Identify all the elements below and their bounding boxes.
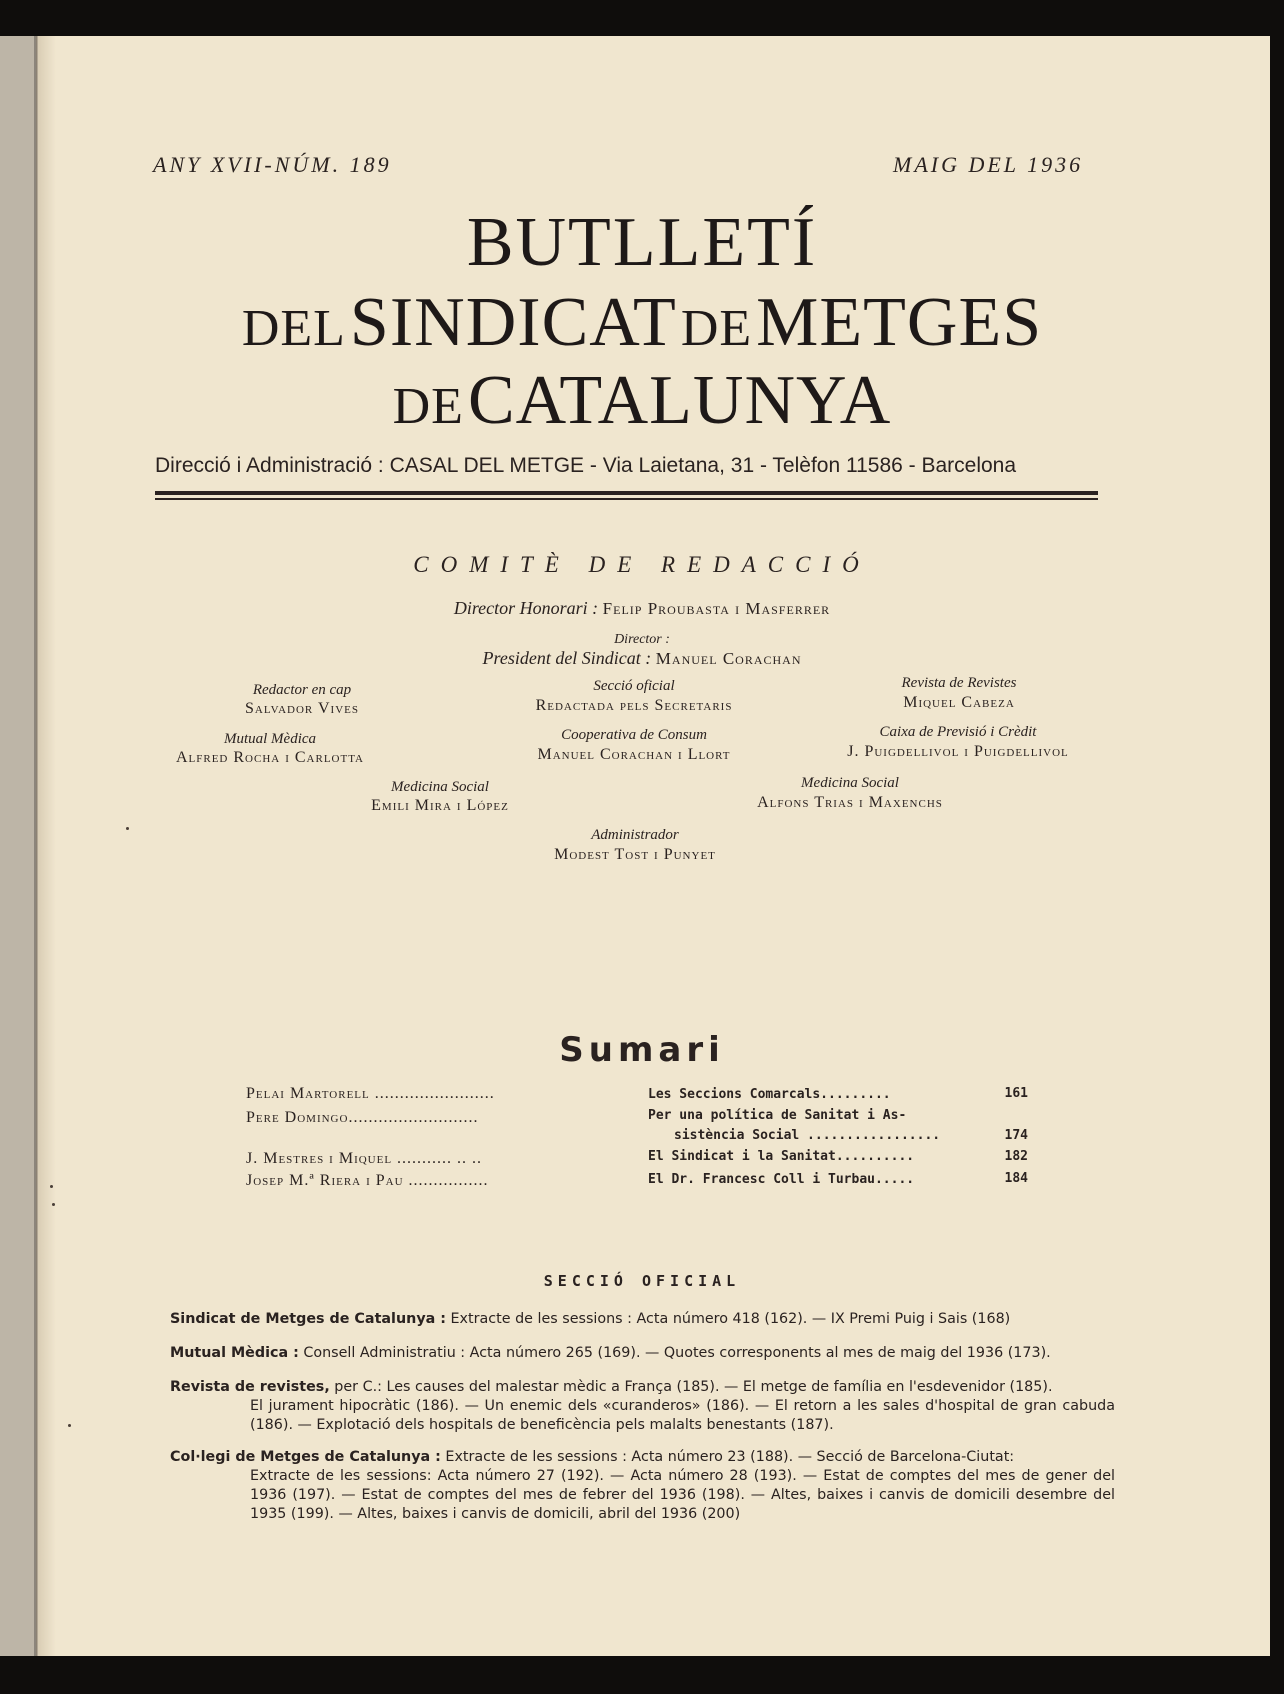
masthead-line-3 [0,362,1284,454]
member-name: Emili Mira i López [371,797,509,814]
masthead-rule-thin [155,498,1098,500]
masthead-word-del: DEL [241,300,346,357]
member-role: Redactor en cap [252,682,352,698]
masthead-title: BUTLLETÍ [466,204,818,281]
honorary-director-name: Felip Proubasta i Masferrer [602,599,831,618]
director [0,648,1284,669]
member-role: Medicina Social [801,775,899,791]
official-item [170,1310,1115,1329]
toc-author: J. Mestres i Miquel ........... .. .. [246,1150,483,1167]
member-name: Alfred Rocha i Carlotta [175,749,364,766]
official-item-text: Consell Administratiu : Acta número 265 (169). — Quotes corresponents al mes de maig del 1936 (173). [298,1345,1051,1361]
toc-page: 184 [1004,1171,1028,1186]
official-item-continuation: El jurament hipocràtic (186). — Un enemic dels «curanderos» (186). — El retorn a les sales d'hospital de gran cabuda (186). — Explotació dels hospitals de beneficència pels malalts benestants (187). [250,1398,1115,1433]
toc-page: 161 [1004,1086,1028,1101]
masthead-address: Direcció i Administració : CASAL DEL METGE - Via Laietana, 31 - Telèfon 11586 - Barcelona [155,454,1017,477]
member-name: J. Puigdellivol i Puigdellivol [847,743,1069,760]
toc-title: El Sindicat i la Sanitat.......... [648,1149,915,1164]
official-item-label: Col·legi de Metges de Catalunya : [170,1449,441,1465]
director-sub-role: President del Sindicat : [482,648,652,668]
official-item-label: Sindicat de Metges de Catalunya : [170,1311,446,1327]
paper-speck [68,1424,71,1427]
toc-title-continued: sistència Social ................. [674,1128,941,1143]
masthead-word-de-2: DE [392,378,464,435]
member-role: Secció oficial [593,678,675,694]
toc-page: 174 [1004,1128,1028,1143]
paper-speck [52,1203,55,1206]
official-item-text: Extracte de les sessions : Acta número 418 (162). — IX Premi Puig i Sais (168) [445,1311,1011,1327]
official-section-title: SECCIÓ OFICIAL [543,1272,741,1290]
issue-number: ANY XVII-NÚM. 189 [153,152,392,177]
masthead-rule-thick [155,491,1098,495]
paper-speck [126,827,129,830]
member-name: Miquel Cabeza [903,694,1015,711]
member-role: Cooperativa de Consum [561,727,707,743]
director-role: Director : [614,632,670,647]
summary-title: Sumari [559,1030,725,1070]
official-item [170,1344,1115,1363]
paper-speck [50,1185,53,1188]
page-binding [0,36,38,1656]
member-name: Redactada pels Secretaris [535,697,733,714]
member-role: Mutual Mèdica [223,731,317,747]
masthead-word-catalunya: CATALUNYA [467,362,892,439]
member-name: Manuel Corachan i Llort [537,746,731,763]
masthead-word-de: DE [680,300,753,357]
toc-author: Pelai Martorell ........................ [246,1085,495,1102]
member-role: Revista de Revistes [901,675,1017,691]
director-name: Manuel Corachan [655,649,802,668]
toc-author: Josep M.ª Riera i Pau ................ [246,1172,489,1189]
toc-page: 182 [1004,1149,1028,1164]
toc-title: Per una política de Sanitat i As- [648,1108,907,1123]
issue-date: MAIG DEL 1936 [893,152,1084,177]
member-role: Caixa de Previsió i Crèdit [879,724,1037,740]
committee-heading: COMITÈ DE REDACCIÓ [413,552,871,577]
official-item-text: Extracte de les sessions : Acta número 23 (188). — Secció de Barcelona-Ciutat: [440,1449,1015,1465]
official-item-continuation: Extracte de les sessions: Acta número 27 (192). — Acta número 28 (193). — Estat de comptes del mes de gener del 1936 (197). — Estat de comptes del mes de febrer del 1936 (198). — Altes, baixes i canvis de domicili desembre del 1935 (199). — Altes, baixes i canvis de domicili, abril del 1936 (200) [250,1468,1115,1522]
member-name: Salvador Vives [245,700,359,717]
member-name: Modest Tost i Punyet [554,846,716,863]
member-role: Medicina Social [391,779,489,795]
masthead-word-metges: METGES [756,284,1043,361]
official-item-label: Mutual Mèdica : [170,1345,299,1361]
official-item [170,1378,1115,1435]
gutter-shadow [36,36,56,1656]
honorary-director-role: Director Honorari : [453,598,599,618]
toc-title: Les Seccions Comarcals......... [648,1087,891,1102]
toc-author: Pere Domingo.......................... [246,1109,479,1126]
official-item-text: per C.: Les causes del malestar mèdic a França (185). — El metge de família en l'esdevenidor (185). [329,1379,1053,1395]
official-item-label: Revista de revistes, [170,1379,330,1395]
member-name: Alfons Trias i Maxenchs [757,794,943,811]
official-item [170,1448,1115,1524]
toc-title: El Dr. Francesc Coll i Turbau..... [648,1172,915,1187]
honorary-director [0,598,1284,619]
masthead-word-sindicat: SINDICAT [349,284,677,361]
member-role: Administrador [591,827,679,843]
